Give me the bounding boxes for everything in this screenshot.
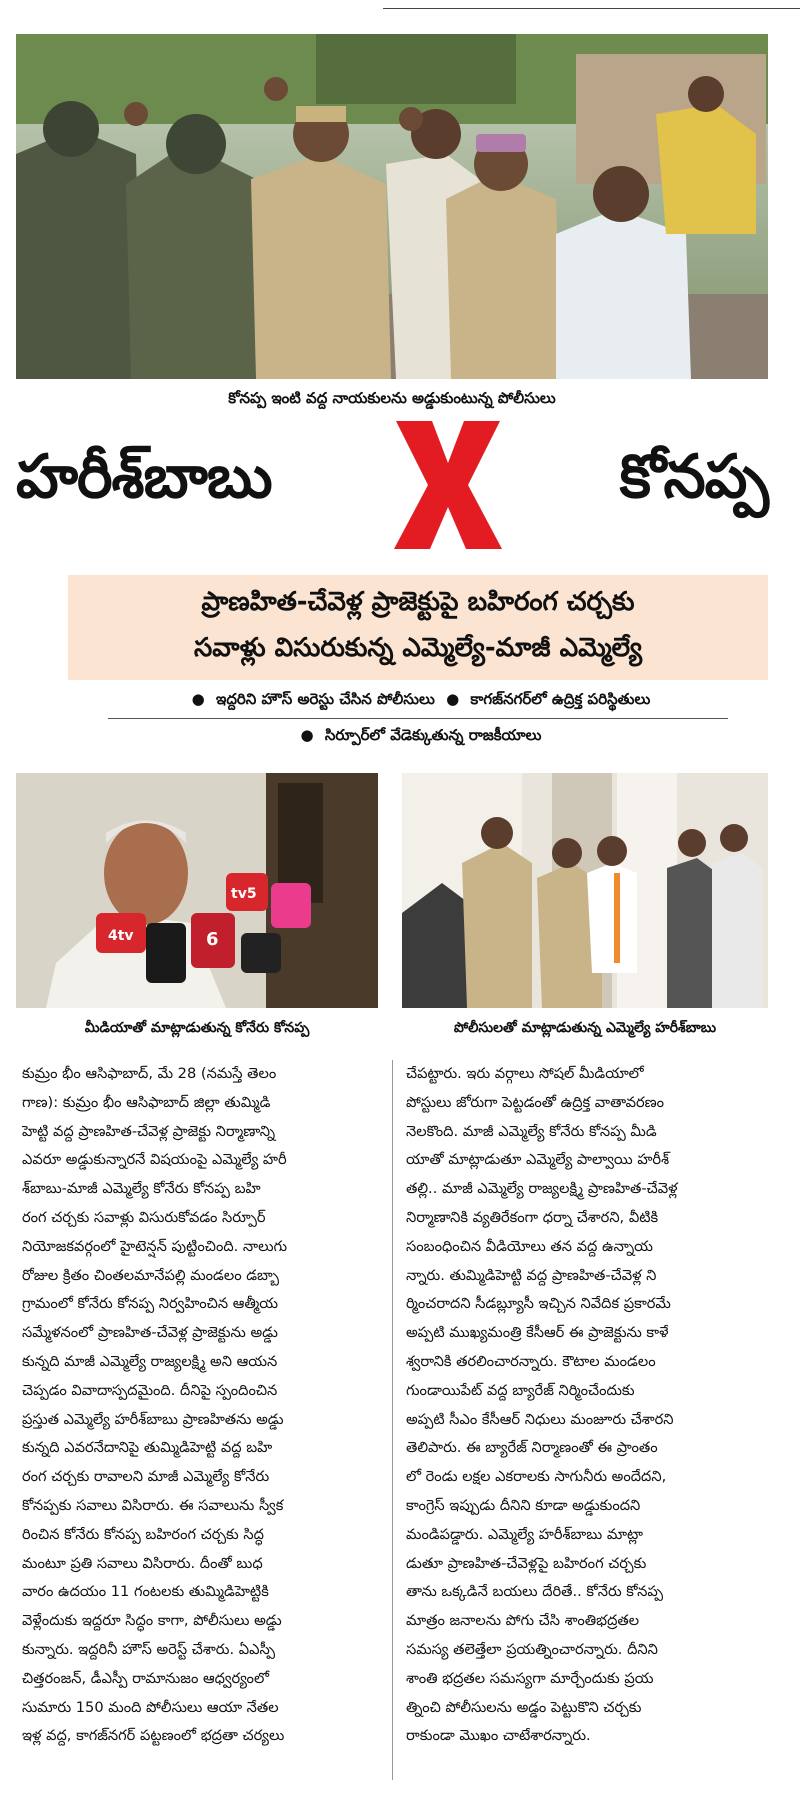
body-line: అప్పటి సీఎం కేసీఆర్ నిధులు మంజూరు చేశారని [406,1410,674,1428]
body-line: తల్లి.. మాజీ ఎమ్మెల్యే రాజ్యలక్ష్మి ప్రాణహిత-చేవెళ్ల [406,1180,678,1198]
body-line: పోస్టులు జోరుగా పెట్టడంతో ఉద్రిక్త వాతావరణం [406,1093,665,1111]
body-line: గాణ): కుమ్రం భీం ఆసిఫాబాద్ జిల్లా తుమ్మిడి [22,1093,271,1111]
body-line: గ్రామంలో కోనేరు కోనప్ప నిర్వహించిన ఆత్మీయ [22,1295,279,1313]
body-line: మాత్రం జనాలను పోగు చేసి శాంతిభద్రతల [406,1612,640,1630]
body-line: డుతూ ప్రాణహిత-చేవెళ్లపై బహిరంగ చర్చకు [406,1554,647,1572]
mic-logo-text: tv5 [231,886,257,902]
body-line: కున్నది ఎవరనేదానిపై తుమ్మిడిహెట్టి వద్ద బహి [22,1439,273,1457]
subheadline-box [68,575,768,680]
column-divider [392,1060,393,1780]
body-line: నిర్మాణానికి వ్యతిరేకంగా ధర్నా చేశారని, వీటికి [406,1208,659,1226]
body-line: లో రెండు లక్షల ఎకరాలకు సాగునీరు అందేదని, [406,1468,667,1486]
bullet-text-3: సిర్పూర్‌లో వేడెక్కుతున్న రాజకీయాలు [324,726,542,744]
bullet-row-2 [68,726,768,748]
bullet-dot-icon: ● [446,690,460,708]
body-line: చిత్తరంజన్, డీఎస్పీ రామానుజం ఆధ్వర్యంలో [22,1669,269,1687]
mic-logo-text: 6 [206,929,219,950]
body-line: హెట్టి వద్ద ప్రాణహిత-చేవెళ్ల ప్రాజెక్టు నిర్మాణాన్ని [22,1122,276,1140]
body-line: గుండాయిపేట్ వద్ద బ్యారేజ్ నిర్మించేందుకు [406,1381,635,1399]
body-line: శ్వరానికి తరలించారన్నారు. కౌటాల మండలం [406,1352,656,1370]
top-photo-caption: కోనప్ప ఇంటి వద్ద నాయకులను అడ్డుకుంటున్న పోలీసులు [228,389,556,407]
body-line: సమ్మేళనంలో ప్రాణహిత-చేవెళ్ల ప్రాజెక్టును అడ్డు [22,1324,278,1342]
body-line: రాకుండా మొఖం చాటేశారన్నారు. [406,1727,591,1745]
body-line: కున్నారు. ఇద్దరినీ హౌస్ అరెస్ట్ చేశారు. ఏఎస్పీ [22,1640,275,1658]
body-line: కుమ్రం భీం ఆసిఫాబాద్, మే 28 (నమస్తే తెలం [22,1065,277,1082]
body-line: శాంతి భద్రతల సమస్యగా మార్చేందుకు ప్రయ [406,1669,654,1687]
body-line: ఎవరూ అడ్డుకున్నారనే విషయంపై ఎమ్మెల్యే హరీ [22,1151,287,1169]
body-line: రోజుల క్రితం చింతలమానేపల్లి మండలం డబ్బా [22,1266,280,1284]
body-line: కోనప్పకు సవాలు విసిరారు. ఈ సవాలును స్వీక [22,1496,284,1514]
body-line: నెలకొంది. మాజీ ఎమ్మెల్యే కోనేరు కోనప్ప మీడి [406,1122,657,1140]
body-line: తెలిపారు. ఈ బ్యారేజ్ నిర్మాణంతో ఈ ప్రాంతం [406,1439,658,1457]
versus-x-icon [388,415,508,555]
body-line: చెప్పడం వివాదాస్పదమైంది. దీనిపై స్పందించిన [22,1381,278,1399]
body-line: రంగ చర్చకు సవాళ్లు విసురుకోవడం సిర్పూర్ [22,1208,266,1226]
bullet-text-2: కాగజ్‌నగర్‌లో ఉద్రిక్త పరిస్థితులు [470,690,651,708]
body-line: త్నించి పోలీసులను అడ్డం పెట్టుకొని చర్చకు [406,1698,642,1716]
headline [16,415,768,565]
left-photo [16,773,378,1008]
top-rule [383,8,800,9]
body-line: నియోజకవర్గంలో హైటెన్షన్ పుట్టించింది. నాలుగు [22,1237,288,1255]
body-line: కున్నది మాజీ ఎమ్మెల్యే రాజ్యలక్ష్మి అని ఆయన [22,1352,278,1370]
body-line: యాతో మాట్లాడుతూ ఎమ్మెల్యే పాల్వాయి హరీశ్ [406,1151,670,1169]
body-line: కాంగ్రెస్ ఇప్పుడు దీనిని కూడా అడ్డుకుందని [406,1496,641,1514]
body-line: చేపట్టారు. ఇరు వర్గాలు సోషల్ మీడియాలో [406,1065,644,1082]
body-line: ఇళ్ల వద్ద, కాగజ్‌నగర్ పట్టణంలో భద్రతా చర్యలు [22,1727,285,1745]
right-photo [402,773,768,1008]
subheadline-line-2: సవాళ్లు విసురుకున్న ఎమ్మెల్యే-మాజీ ఎమ్మెల్యే [193,633,643,663]
body-line: సమస్య తలెత్తేలా ప్రయత్నించారన్నారు. దీనిని [406,1640,658,1658]
body-line: ర్మించరాదని సీడబ్ల్యూసీ ఇచ్చిన నివేదిక ప్రకారమే [406,1295,671,1313]
bullet-dot-icon: ● [300,726,314,744]
body-line: సుమారు 150 మంది పోలీసులు ఆయా నేతల [22,1698,279,1716]
article-body-left-column [22,1060,382,1751]
headline-left-name: హరీశ్‌బాబు [16,442,272,512]
body-line: తాను ఒక్కడినే బయలు దేరితే.. కోనేరు కోనప్ప [406,1583,664,1601]
body-line: న్నారు. తుమ్మిడిహెట్టి వద్ద ప్రాణహిత-చేవెళ్ల ని [406,1266,657,1284]
bullet-divider [108,718,728,719]
body-line: వారం ఉదయం 11 గంటలకు తుమ్మిడిహెట్టికి [22,1583,269,1601]
bullet-text-1: ఇద్దరిని హౌస్ అరెస్టు చేసిన పోలీసులు [215,690,435,708]
body-line: అప్పటి ముఖ్యమంత్రి కేసీఆర్ ఈ ప్రాజెక్టును కాళే [406,1324,669,1342]
body-line: రంగ చర్చకు రావాలని మాజీ ఎమ్మెల్యే కోనేరు [22,1468,270,1486]
body-line: సంబంధించిన వీడియోలు తన వద్ద ఉన్నాయ [406,1237,653,1255]
bullet-dot-icon: ● [191,690,205,708]
body-line: రించిన కోనేరు కోనప్ప బహిరంగ చర్చకు సిద్ధ [22,1525,264,1543]
body-line: ప్రస్తుత ఎమ్మెల్యే హరీశ్‌బాబు ప్రాణహితను అడ్డు [22,1410,284,1428]
top-photo [16,34,768,379]
body-line: మండిపడ్డారు. ఎమ్మెల్యే హరీశ్‌బాబు మాట్లా [406,1525,643,1543]
body-line: వెళ్లేందుకు ఇద్దరూ సిద్ధం కాగా, పోలీసులు అడ్డు [22,1612,282,1630]
body-line: మంటూ ప్రతి సవాలు విసిరారు. దీంతో బుధ [22,1554,263,1572]
mic-logo-text: 4tv [108,928,134,944]
bullet-points [68,686,768,756]
body-line: శ్‌బాబు-మాజీ ఎమ్మెల్యే కోనేరు కోనప్ప బహి [22,1180,261,1198]
bullet-row-1 [68,690,768,712]
headline-right-name: కోనప్ప [619,442,768,512]
subheadline-line-1: ప్రాణహిత-చేవెళ్ల ప్రాజెక్టుపై బహిరంగ చర్చకు [201,587,635,617]
left-photo-caption: మీడియాతో మాట్లాడుతున్న కోనేరు కోనప్ప [84,1020,310,1036]
right-photo-caption: పోలీసులతో మాట్లాడుతున్న ఎమ్మెల్యే హరీశ్‌బాబు [453,1020,717,1036]
article-body-right-column [406,1060,766,1751]
